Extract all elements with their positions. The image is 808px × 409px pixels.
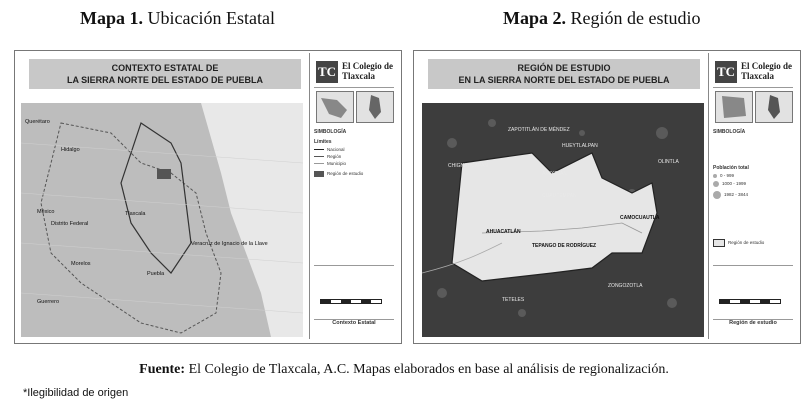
place-label: Querétaro xyxy=(25,119,50,125)
place-label: HUEYTLALPAN xyxy=(562,143,598,149)
caption-label: Fuente: xyxy=(139,362,186,377)
map1-logo-name: El Colegio de Tlaxcala xyxy=(342,61,393,81)
colegio-logo-icon: TC xyxy=(715,61,737,83)
map2-logo-name: El Colegio de Tlaxcala xyxy=(741,61,792,81)
legend-item: 1982 - 3844 xyxy=(713,191,748,199)
country-inset-map xyxy=(316,91,354,123)
map2-map-image xyxy=(422,103,704,337)
map2-banner-line2: EN LA SIERRA NORTE DEL ESTADO DE PUEBLA xyxy=(458,75,670,85)
map1-metadata-box xyxy=(314,265,394,296)
legend-item: Región de estudio xyxy=(713,239,764,247)
scale-bar xyxy=(320,299,382,304)
map1-map-image xyxy=(21,103,303,337)
figure-caption xyxy=(0,362,808,378)
place-label: CUAUTEMPAN xyxy=(542,193,577,199)
legibility-note: *Ilegibilidad de origen xyxy=(23,387,129,399)
place-label: Morelos xyxy=(71,261,91,267)
place-label: TEPANGO DE RODRÍGUEZ xyxy=(532,243,597,249)
map2-logo xyxy=(713,59,793,88)
map1-legend-title: SIMBOLOGÍA xyxy=(314,129,347,135)
place-label: Distrito Federal xyxy=(51,221,89,227)
map2-legend-heading: Población total xyxy=(713,165,749,171)
map2-legend-panel xyxy=(708,53,797,339)
place-label: Guerrero xyxy=(37,299,60,305)
map1-banner-line1: CONTEXTO ESTATAL DE xyxy=(111,63,219,73)
state-inset-map xyxy=(715,91,753,123)
map2-banner-line1: REGIÓN DE ESTUDIO xyxy=(517,63,611,73)
map1-title xyxy=(80,8,275,29)
map1-label: Mapa 1. xyxy=(80,8,143,28)
legend-item: 1000 - 1999 xyxy=(713,181,746,187)
place-label: CAMOCUAUTLA xyxy=(620,215,660,221)
map2-title-text: Región de estudio xyxy=(570,8,701,28)
place-label: Puebla xyxy=(147,271,165,277)
place-label: OLINTLA xyxy=(658,159,679,165)
map1-legend-panel xyxy=(309,53,398,339)
colegio-logo-icon: TC xyxy=(316,61,338,83)
map2-footer-title: Región de estudio xyxy=(713,319,793,336)
legend-item: Nacional xyxy=(314,147,345,152)
map2-figure xyxy=(413,50,801,344)
map1-figure xyxy=(14,50,402,344)
place-label: Tlaxcala xyxy=(125,211,146,217)
map2-basemap xyxy=(422,103,704,337)
state-inset-map xyxy=(356,91,394,123)
legend-item: Municipio xyxy=(314,161,346,166)
caption-text: El Colegio de Tlaxcala, A.C. Mapas elaborados en base al análisis de regionalización. xyxy=(185,362,669,377)
legend-item: Región de estudio xyxy=(314,171,363,177)
map1-footer-title: Contexto Estatal xyxy=(314,319,394,336)
place-label: México xyxy=(37,209,55,215)
map1-basemap xyxy=(21,103,303,337)
place-label: CHIGNAHUAPAN xyxy=(448,163,488,169)
map1-legend-heading: Límites xyxy=(314,139,332,145)
map2-banner xyxy=(428,59,700,89)
map1-banner xyxy=(29,59,301,89)
legend-item: 0 - 999 xyxy=(713,173,734,178)
map2-legend-title: SIMBOLOGÍA xyxy=(713,129,746,135)
map1-logo xyxy=(314,59,394,88)
map2-metadata-box xyxy=(713,265,793,296)
map2-title xyxy=(503,8,700,29)
legend-item: Región xyxy=(314,154,341,159)
place-label: ZONGOZOTLA xyxy=(608,283,643,289)
map1-title-text: Ubicación Estatal xyxy=(147,8,275,28)
map2-inset-maps xyxy=(713,91,793,121)
place-label: Hidalgo xyxy=(61,147,80,153)
place-label: ZAPOTITLÁN DE MÉNDEZ xyxy=(508,127,570,133)
place-label: Veracruz de Ignacio de la Llave xyxy=(191,241,268,247)
place-label: AHUACATLÁN xyxy=(486,229,521,235)
map2-label: Mapa 2. xyxy=(503,8,566,28)
map1-banner-line2: LA SIERRA NORTE DEL ESTADO DE PUEBLA xyxy=(66,75,263,85)
place-label: TETELES xyxy=(502,297,525,303)
map1-inset-maps xyxy=(314,91,394,121)
study-region-mark xyxy=(157,169,171,179)
place-label: AMIXTLÁN xyxy=(542,171,568,177)
scale-bar xyxy=(719,299,781,304)
region-inset-map xyxy=(755,91,793,123)
